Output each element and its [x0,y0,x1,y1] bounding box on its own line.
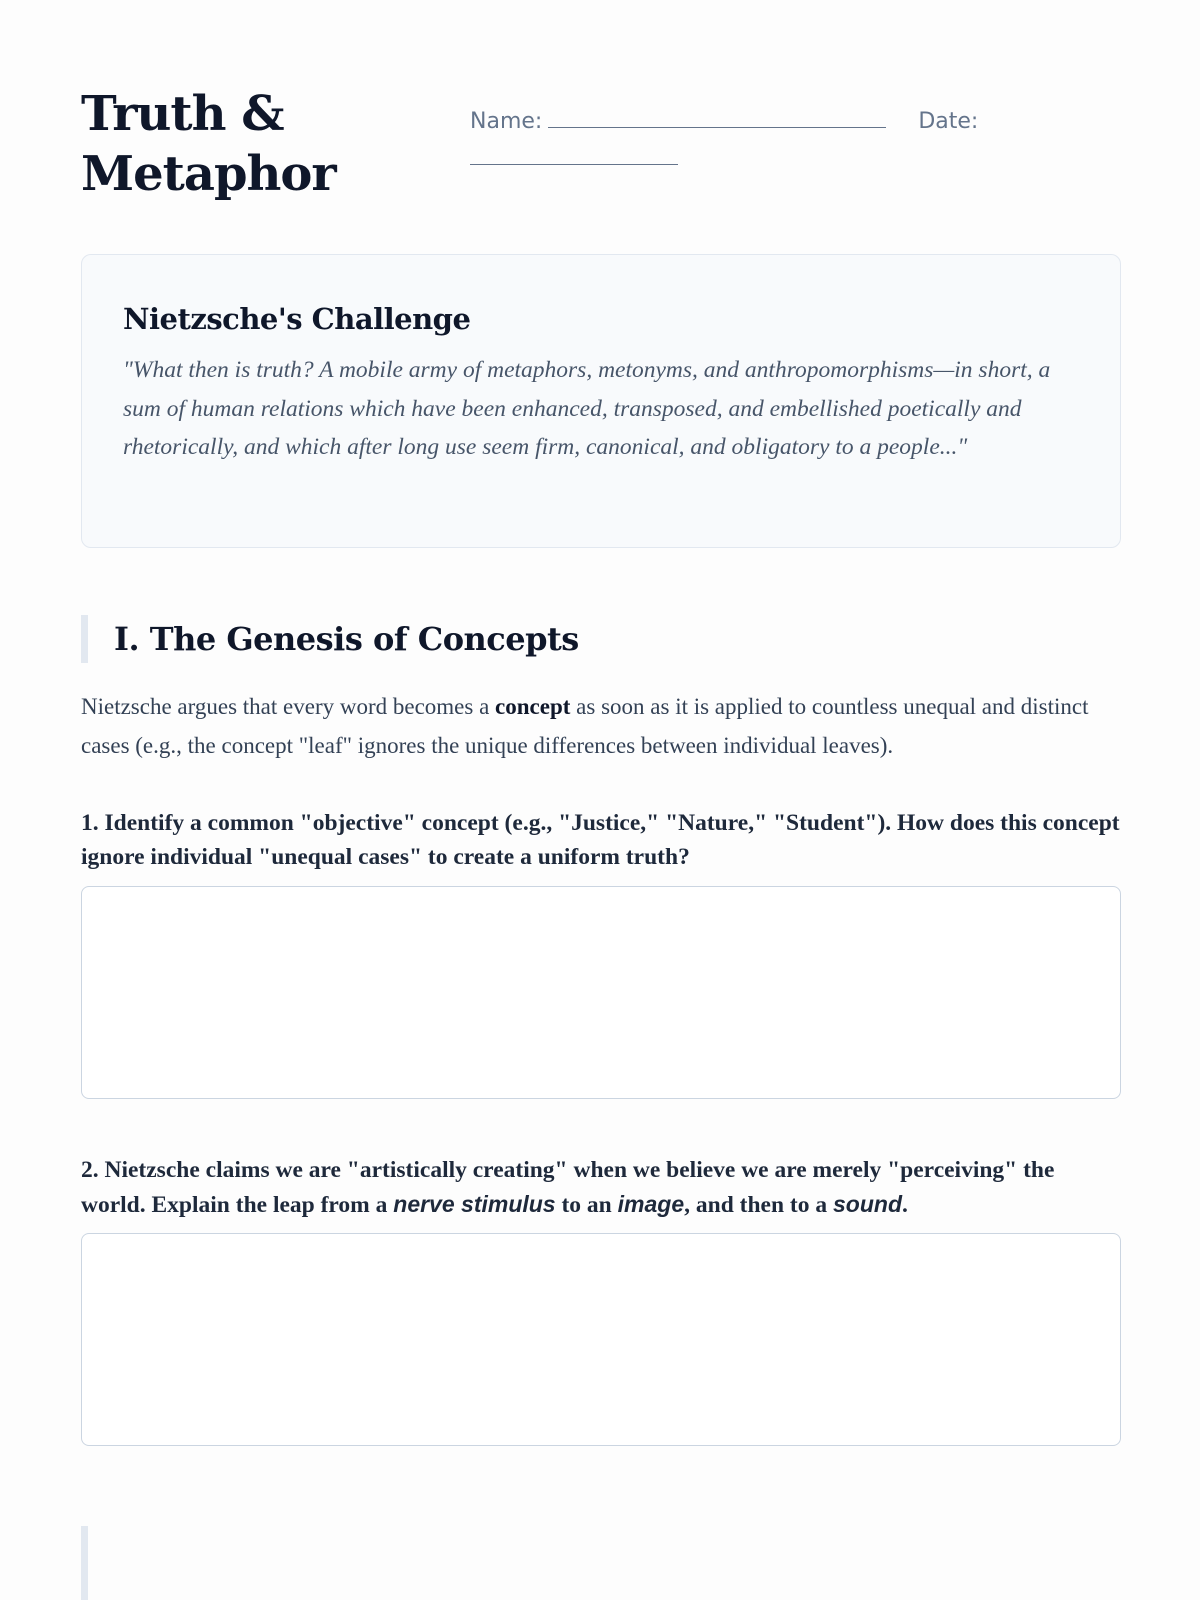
title-line-2: Metaphor [81,146,336,202]
intro-text-start: Nietzsche argues that every word becomes a [81,694,496,719]
quote-callout [81,254,1121,548]
q2-term-nerve-stimulus: nerve stimulus [393,1191,556,1217]
quote-text: "What then is truth? A mobile army of metaphors, metonyms, and anthropomorphisms—in short, a sum of human relations which have been enhanced, transposed, and embellished poetically and rhetorically, and which after long use seem firm, canonical, and obligatory to a people..." [123,357,1051,460]
question-2 [81,1153,1121,1222]
answer-box-2[interactable] [81,1233,1121,1446]
answer-box-1[interactable] [81,886,1121,1099]
student-info [470,102,1010,165]
q2-text-3: , and then to a [684,1192,833,1218]
section-heading [81,615,1121,663]
q2-text-2: to an [555,1192,618,1218]
question-1: 1. Identify a common "objective" concept (e.g., "Justice," "Nature," "Student"). How does this concept ignore individual "unequal cases" to create a uniform truth? [81,810,1120,870]
q2-text-1: 2. Nietzsche claims we are "artistically creating" when we believe we are merely "perceiving" the world. Explain the leap from a [81,1157,1055,1218]
intro-keyword: concept [495,694,571,719]
section-title: I. The Genesis of Concepts [114,620,579,658]
date-label: Date: [918,109,979,134]
title-line-1: Truth & [81,86,284,142]
section-intro [81,688,1131,765]
q2-term-sound: sound [833,1191,902,1217]
worksheet-header [81,84,1121,204]
quote-title: Nietzsche's Challenge [123,302,471,336]
intro-text-end: as soon as it is applied to countless unequal and distinct cases (e.g., the concept "leaf" ignores the unique differences between individual leaves). [81,694,1089,758]
q2-term-image: image [617,1191,685,1217]
q2-text-4: . [902,1192,908,1218]
page-title [81,84,401,204]
name-field[interactable] [548,105,886,128]
name-label: Name: [470,109,543,134]
next-section-marker [81,1526,88,1600]
date-field[interactable] [470,142,678,165]
